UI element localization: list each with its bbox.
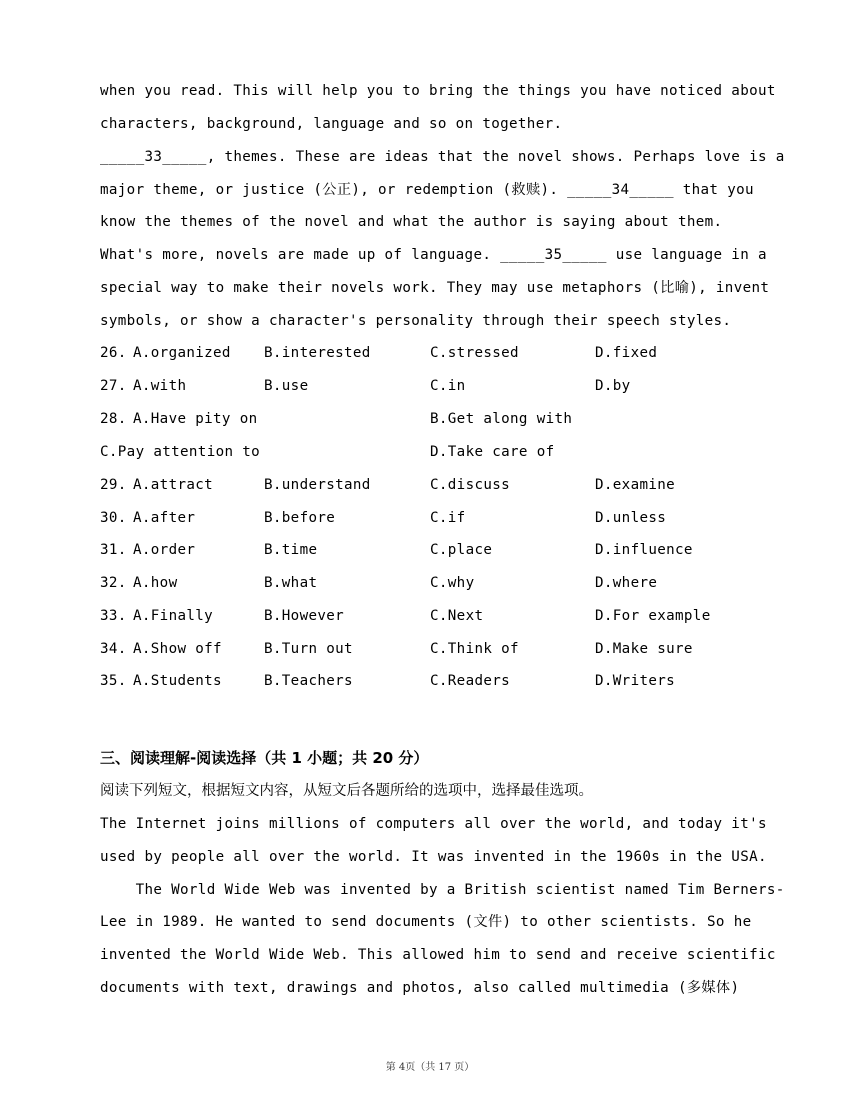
option-c: C.place (430, 542, 493, 558)
option-c: C.Think of (430, 641, 519, 657)
passage-line: characters, background, language and so on together. (100, 116, 563, 132)
question-number: 28. (100, 411, 127, 427)
option-d: D.where (595, 575, 658, 591)
option-c: C.why (430, 575, 475, 591)
option-a: A.with (133, 378, 187, 394)
option-d: D.Make sure (595, 641, 693, 657)
reading-line: The World Wide Web was invented by a British scientist named Tim Berners- (100, 882, 785, 898)
option-b: B.Get along with (430, 411, 573, 427)
page-footer: 第 4页（共 17 页） (385, 1062, 475, 1073)
option-c: C.discuss (430, 477, 511, 493)
reading-line: used by people all over the world. It was invented in the 1960s in the USA. (100, 849, 767, 865)
passage-line: _____33_____, themes. These are ideas that the novel shows. Perhaps love is a (100, 149, 785, 165)
option-a: A.attract (133, 477, 214, 493)
option-b: B.before (264, 510, 336, 526)
option-a: A.order (133, 542, 196, 558)
passage-line: What's more, novels are made up of language. _____35_____ use language in a (100, 247, 767, 263)
option-a: A.Show off (133, 641, 222, 657)
option-c: C.in (430, 378, 466, 394)
passage-line: symbols, or show a character's personality through their speech styles. (100, 313, 732, 329)
reading-line: The Internet joins millions of computers all over the world, and today it's (100, 816, 767, 832)
option-a: A.after (133, 510, 196, 526)
reading-line: documents with text, drawings and photos, also called multimedia (多媒体) (100, 980, 740, 996)
section-instruction: 阅读下列短文，根据短文内容，从短文后各题所给的选项中，选择最佳选项。 (100, 783, 593, 799)
option-d: D.by (595, 378, 631, 394)
passage-line: major theme, or justice (公正), or redemption (救赎). _____34_____ that you (100, 182, 754, 198)
option-b: B.use (264, 378, 309, 394)
option-b: B.time (264, 542, 318, 558)
passage-line: when you read. This will help you to bring the things you have noticed about (100, 83, 776, 99)
option-c: C.Next (430, 608, 484, 624)
option-d: D.Take care of (430, 444, 555, 460)
option-d: D.unless (595, 510, 667, 526)
question-number: 35. (100, 673, 127, 689)
option-a: A.how (133, 575, 178, 591)
passage-line: know the themes of the novel and what the author is saying about them. (100, 214, 723, 230)
passage-line: special way to make their novels work. They may use metaphors (比喻), invent (100, 280, 770, 296)
option-c: C.Pay attention to (100, 444, 261, 460)
option-a: A.organized (133, 345, 231, 361)
option-d: D.fixed (595, 345, 658, 361)
section-heading: 三、阅读理解-阅读选择（共 1 小题；共 20 分） (100, 749, 429, 767)
option-d: D.examine (595, 477, 676, 493)
question-number: 30. (100, 510, 127, 526)
question-number: 27. (100, 378, 127, 394)
option-a: A.Finally (133, 608, 214, 624)
question-number: 26. (100, 345, 127, 361)
option-d: D.influence (595, 542, 693, 558)
question-number: 34. (100, 641, 127, 657)
question-number: 32. (100, 575, 127, 591)
option-c: C.if (430, 510, 466, 526)
option-c: C.Readers (430, 673, 511, 689)
option-b: B.However (264, 608, 345, 624)
question-number: 31. (100, 542, 127, 558)
reading-line: Lee in 1989. He wanted to send documents (文件) to other scientists. So he (100, 914, 752, 930)
option-c: C.stressed (430, 345, 519, 361)
question-number: 33. (100, 608, 127, 624)
option-d: D.Writers (595, 673, 676, 689)
option-b: B.Turn out (264, 641, 353, 657)
question-number: 29. (100, 477, 127, 493)
option-b: B.interested (264, 345, 371, 361)
option-b: B.understand (264, 477, 371, 493)
option-a: A.Students (133, 673, 222, 689)
option-b: B.what (264, 575, 318, 591)
reading-line: invented the World Wide Web. This allowed him to send and receive scientific (100, 947, 776, 963)
option-d: D.For example (595, 608, 711, 624)
option-b: B.Teachers (264, 673, 353, 689)
option-a: A.Have pity on (133, 411, 258, 427)
